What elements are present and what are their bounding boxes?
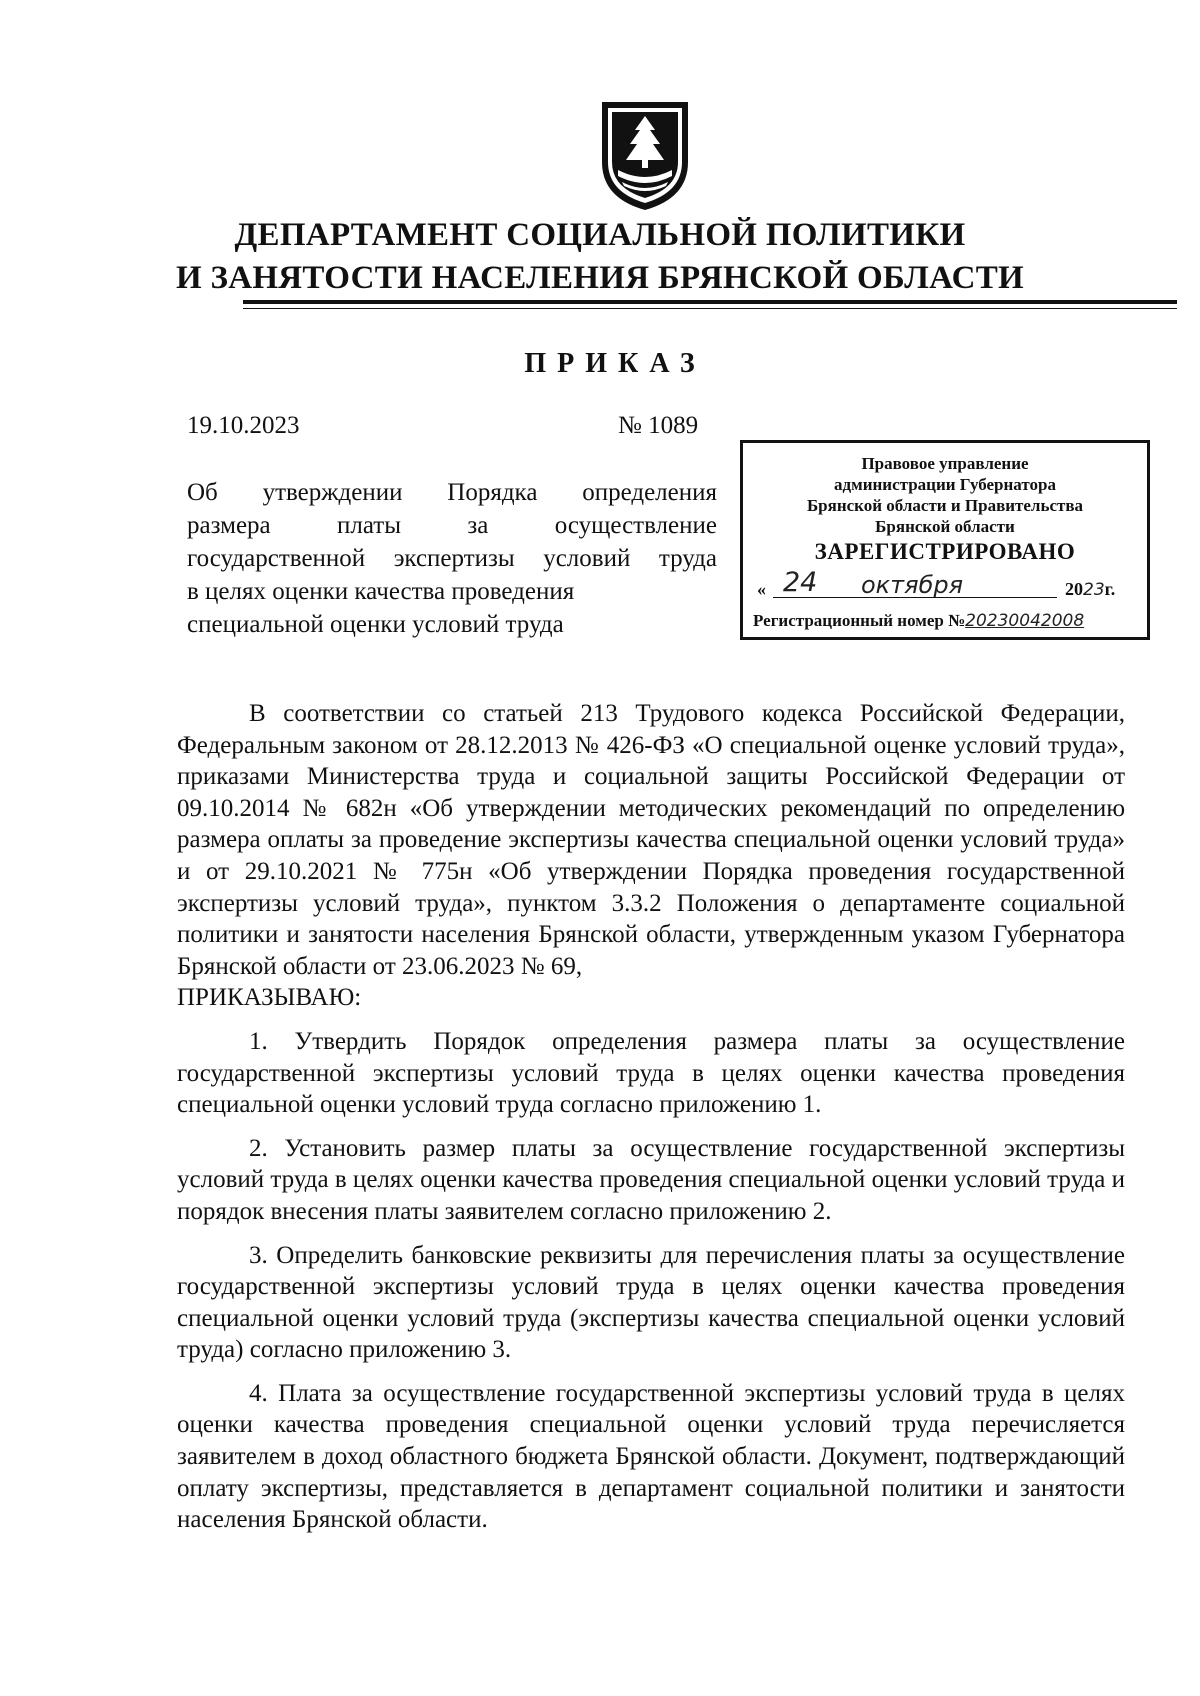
document-type-title: ПРИКАЗ: [524, 348, 706, 379]
order-item-3: 3. Определить банковские реквизиты для перечисления платы за осуществление государственной экспертизы условий труда в целях оценки качества проведения специальной оценки условий труда (экспертизы качества специальной оценки условий труда) согласно приложению 3.: [177, 1241, 1125, 1364]
department-name: [0, 214, 1200, 300]
stamp-day: 24: [783, 567, 818, 598]
header-rule-thin: [243, 308, 1177, 309]
stamp-year-suffix: 23: [1083, 580, 1105, 600]
coat-of-arms-icon: [598, 98, 692, 214]
stamp-year-end: г.: [1104, 579, 1116, 599]
subject-line: специальной оценки условий труда: [187, 611, 564, 638]
header-rule-thick: [243, 300, 1177, 304]
stamp-date: [743, 567, 1147, 601]
order-date: 19.10.2023: [187, 412, 300, 439]
registration-stamp: [740, 440, 1150, 640]
subject-line: Об утверждении Порядка определения: [187, 479, 717, 506]
stamp-line: Брянской области и Правительства: [806, 496, 1084, 515]
subject-line: размера платы за осуществление: [187, 512, 717, 539]
stamp-registration: [743, 611, 1147, 631]
stamp-year-prefix: 20: [1065, 579, 1083, 599]
order-item-1: 1. Утвердить Порядок определения размера платы за осуществление государственной экспертизы условий труда в целях оценки качества проведения специальной оценки условий труда согласно приложению 1.: [177, 1027, 1125, 1119]
stamp-reg-number: 20230042008: [965, 611, 1085, 631]
order-word: ПРИКАЗЫВАЮ:: [177, 984, 362, 1012]
department-name-line2: И ЗАНЯТОСТИ НАСЕЛЕНИЯ БРЯНСКОЙ ОБЛАСТИ: [175, 260, 1025, 296]
stamp-open-quote: «: [757, 579, 766, 599]
stamp-month: октября: [861, 571, 964, 599]
order-body: [177, 698, 1125, 1536]
department-name-line1: ДЕПАРТАМЕНТ СОЦИАЛЬНОЙ ПОЛИТИКИ: [234, 217, 966, 253]
stamp-date-underline: [773, 597, 1057, 598]
order-number: № 1089: [618, 412, 699, 439]
stamp-year: [1065, 579, 1115, 600]
order-subject: [187, 476, 717, 641]
stamp-reg-label: Регистрационный номер №: [753, 611, 966, 630]
stamp-line: Правовое управление: [861, 454, 1029, 473]
preamble-paragraph: В соответствии со статьей 213 Трудового кодекса Российской Федерации, Федеральным законом от 28.12.2013 № 426-ФЗ «О специальной оценке условий труда», приказами Министерства труда и социальной защиты Российской Федерации от 09.10.2014 № 682н «Об утверждении методических рекомендаций по определению размера оплаты за проведение экспертизы качества специальной оценки условий труда» и от 29.10.2021 № 775н «Об утверждении Порядка проведения государственной экспертизы условий труда», пунктом 3.3.2 Положения о департаменте социальной политики и занятости населения Брянской области, утвержденным указом Губернатора Брянской области от 23.06.2023 № 69,: [177, 700, 1125, 980]
stamp-status: ЗАРЕГИСТРИРОВАНО: [814, 539, 1076, 564]
subject-line: государственной экспертизы условий труда: [187, 545, 717, 572]
order-item-2: 2. Установить размер платы за осуществление государственной экспертизы условий труда в целях оценки качества проведения специальной оценки условий труда и порядок внесения платы заявителем согласно приложению 2.: [177, 1134, 1125, 1225]
subject-line: в целях оценки качества проведения: [187, 578, 575, 605]
order-item-4: 4. Плата за осуществление государственной экспертизы условий труда в целях оценки качества проведения специальной оценки условий труда перечисляется заявителем в доход областного бюджета Брянской области. Документ, подтверждающий оплату экспертизы, представляется в департамент социальной политики и занятости населения Брянской области.: [177, 1379, 1125, 1534]
stamp-line: Брянской области: [875, 517, 1015, 536]
stamp-line: администрации Губернатора: [834, 475, 1056, 494]
